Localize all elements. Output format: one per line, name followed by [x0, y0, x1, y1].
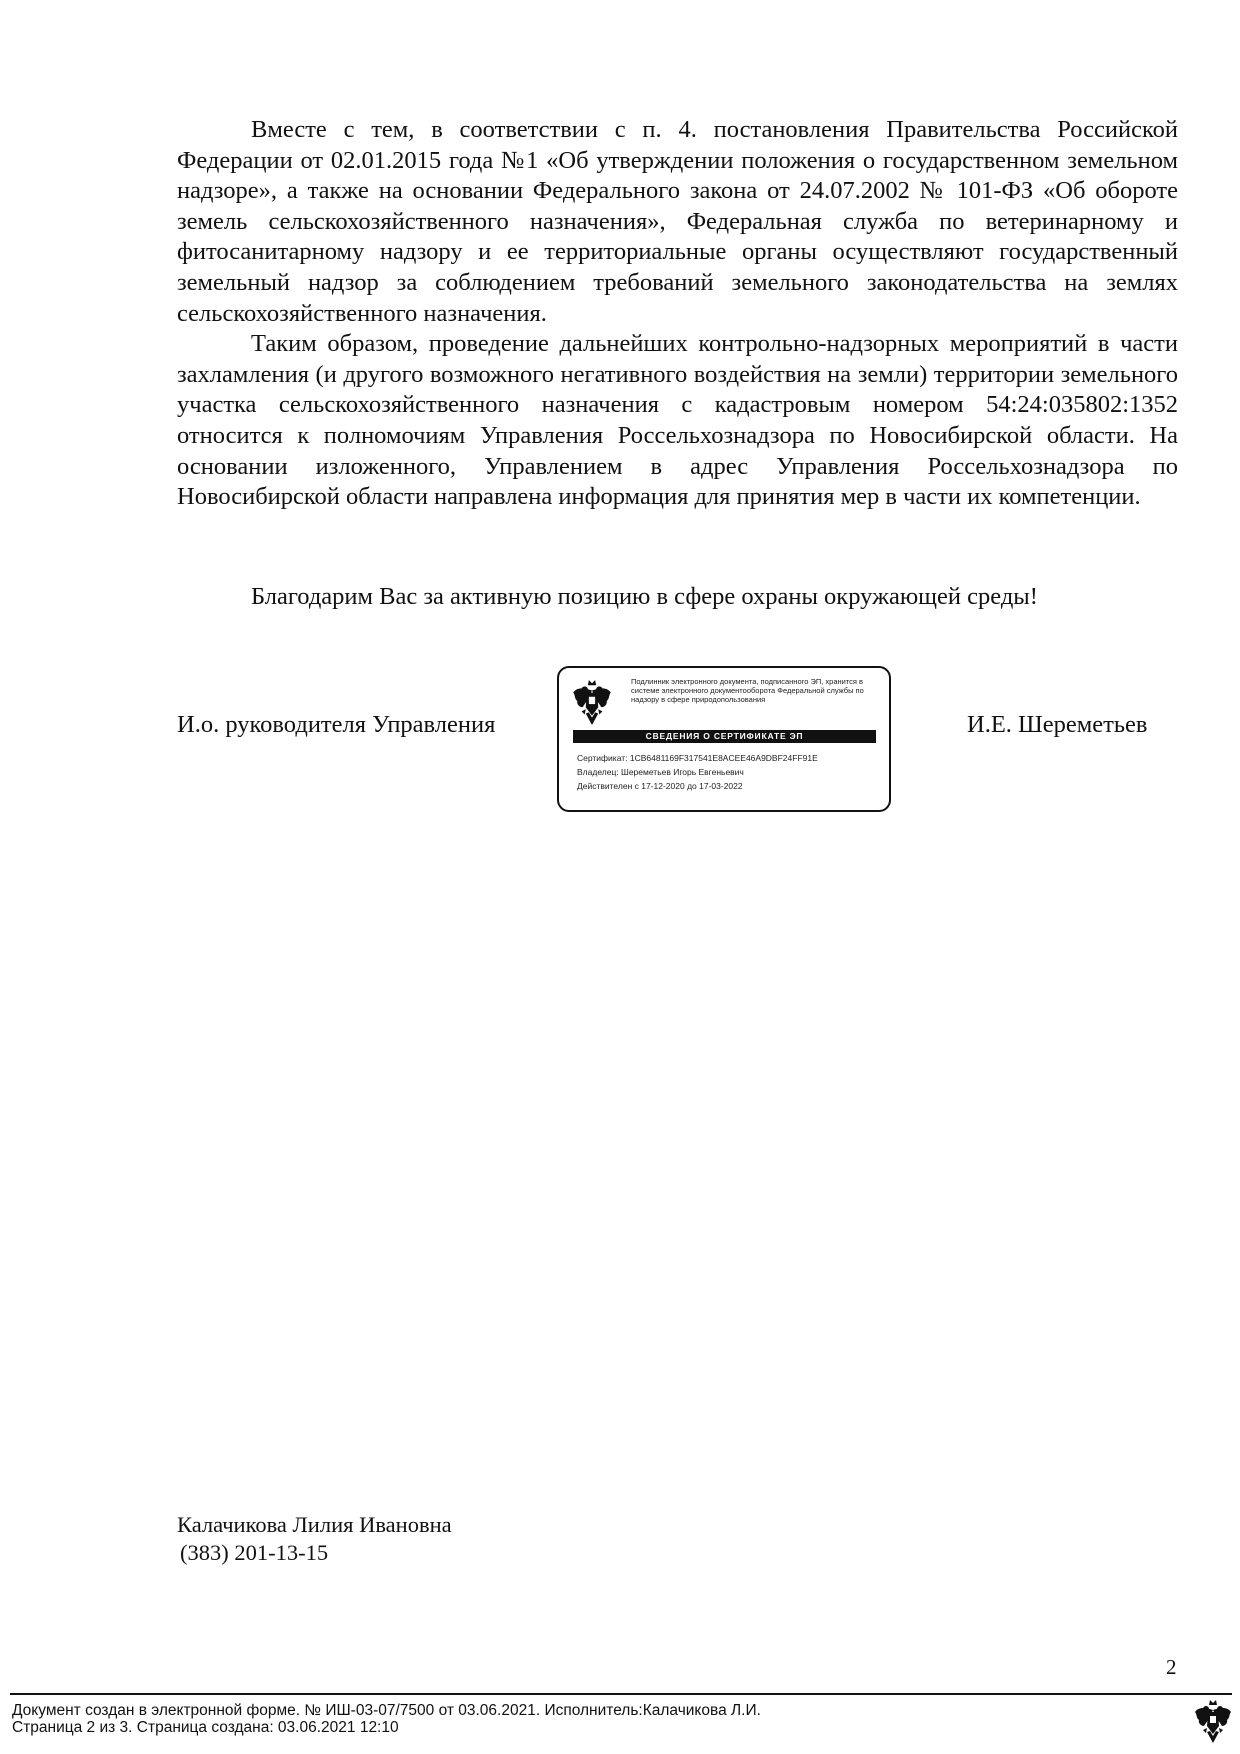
stamp-certificate-title: СВЕДЕНИЯ О СЕРТИФИКАТЕ ЭП — [573, 730, 876, 743]
double-headed-eagle-icon — [571, 678, 613, 726]
stamp-owner: Владелец: Шереметьев Игорь Евгеньевич — [577, 767, 744, 777]
stamp-validity: Действителен с 17-12-2020 до 17-03-2022 — [577, 781, 743, 791]
signatory-name: И.Е. Шереметьев — [967, 711, 1148, 738]
paragraph-conclusion: Таким образом, проведение дальнейших контрольно-надзорных мероприятий в части захламления (и другого возможного негативного воздействия на земли) территории земельного участка сельскохозяйственного назначения с кадастровым номером 54:24:035802:1352 относится к полномочиям Управления Россельхознадзора по Новосибирской области. На основании изложенного, Управлением в адрес Управления Россельхознадзора по Новосибирской области направлена информация для принятия мер в части их компетенции. — [177, 330, 1178, 511]
electronic-signature-stamp — [557, 666, 891, 812]
footer-document-line: Документ создан в электронной форме. № ИШ-03-07/7500 от 03.06.2021. Исполнитель:Калачикова Л.И. — [12, 1702, 761, 1719]
footer-divider — [10, 1693, 1232, 1695]
paragraph-legal-basis: Вместе с тем, в соответствии с п. 4. постановления Правительства Российской Федерации от 02.01.2015 года №1 «Об утверждении положения о государственном земельном надзоре», а также на основании Федерального закона от 24.07.2002 № 101-ФЗ «Об обороте земель сельскохозяйственного назначения», Федеральная служба по ветеринарному и фитосанитарному надзору и ее территориальные органы осуществляют государственный земельный надзор за соблюдением требований земельного законодательства на землях сельскохозяйственного назначения. — [177, 116, 1178, 327]
signatory-position: И.о. руководителя Управления — [177, 711, 496, 738]
executor-phone: (383) 201-13-15 — [180, 1540, 329, 1565]
stamp-header-text: Подлинник электронного документа, подписанного ЭП, хранится в системе электронного документооборота Федеральной службы по надзору в сфере природопользования — [631, 677, 864, 705]
footer-page-line: Страница 2 из 3. Страница создана: 03.06.2021 12:10 — [12, 1718, 399, 1736]
footer-eagle-icon — [1193, 1698, 1233, 1744]
closing-thanks: Благодарим Вас за активную позицию в сфере охраны окружающей среды! — [251, 583, 1038, 610]
executor-name: Калачикова Лилия Ивановна — [177, 1512, 452, 1537]
page-number: 2 — [1166, 1655, 1177, 1679]
footer-info — [12, 1703, 761, 1736]
letter-body — [177, 115, 1178, 513]
stamp-certificate-number: Сертификат: 1CB6481169F317541E8ACEE46A9DBF24FF91E — [577, 753, 818, 763]
